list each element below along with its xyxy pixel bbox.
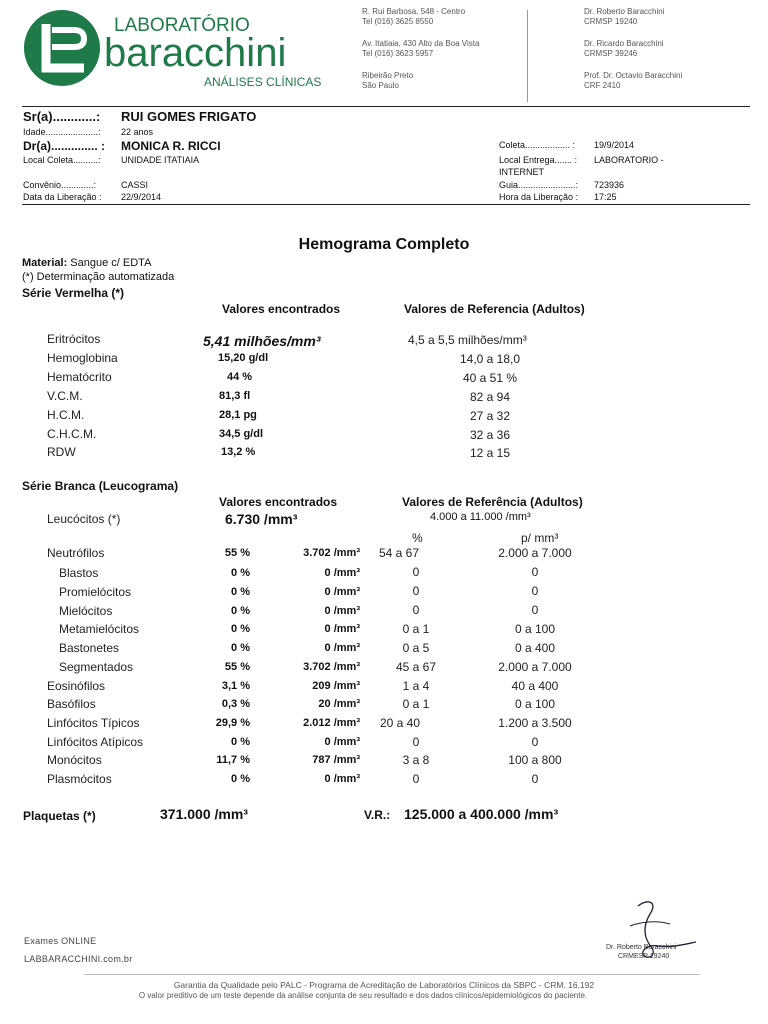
collection-site-value: UNIDADE ITATIAIA: [121, 155, 200, 165]
patient-name: RUI GOMES FRIGATO: [121, 109, 257, 124]
leukocytes-label: Leucócitos (*): [47, 512, 121, 526]
platelets-reference-value: 125.000 a 400.000 /mm³: [404, 806, 559, 822]
guide-label: Guia.......................:: [499, 180, 579, 190]
row-absolute: 3.702 /mm³: [303, 661, 360, 673]
row-reference: 32 a 36: [469, 428, 511, 442]
row-absolute: 0 /mm³: [324, 773, 360, 785]
row-label: Mielócitos: [59, 604, 113, 618]
row-label: Plasmócitos: [47, 772, 112, 786]
row-label: C.H.C.M.: [47, 427, 97, 441]
row-absolute: 0 /mm³: [324, 605, 360, 617]
doctor-registration: CRMSP 39246: [584, 49, 638, 58]
row-reference: 12 a 15: [469, 446, 511, 460]
row-reference-percent: 0: [412, 565, 420, 579]
row-label: Blastos: [59, 566, 99, 580]
address-line: Av. Itatiaia, 430 Alto da Boa Vista: [362, 39, 480, 48]
delivery-value: LABORATORIO -: [594, 155, 664, 165]
row-absolute: 0 /mm³: [324, 567, 360, 579]
insurance-value: CASSI: [121, 180, 149, 190]
leukocytes-reference: 4.000 a 11.000 /mm³: [430, 511, 531, 523]
row-percent: 3,1 %: [221, 680, 250, 692]
row-reference-absolute: 100 a 800: [508, 753, 562, 767]
material-label: Material:: [22, 257, 68, 269]
row-percent: 0 %: [231, 773, 250, 785]
exam-title: Hemograma Completo: [298, 236, 470, 253]
row-reference-absolute: 0: [531, 565, 539, 579]
row-reference-percent: 54 a 67: [378, 546, 420, 560]
row-percent: 0,3 %: [221, 698, 250, 710]
row-value: 13,2 %: [221, 446, 256, 458]
svg-text:LABORATÓRIO: LABORATÓRIO: [114, 15, 250, 36]
predictive-value-note: O valor preditivo de um teste depende da análise conjunta de seu resultado e dos dados clínicos/epidemiológicos do paciente.: [138, 991, 588, 1000]
row-value: 81,3 fl: [219, 390, 251, 402]
row-value: 15,20 g/dl: [218, 352, 269, 364]
row-reference-percent: 0: [412, 584, 420, 598]
row-label: Basófilos: [47, 697, 96, 711]
address-phone: Tel (016) 3625 8550: [362, 17, 434, 26]
row-percent: 0 %: [231, 567, 250, 579]
laboratorio-logo: [22, 6, 322, 92]
row-reference-absolute: 0: [531, 603, 539, 617]
guide-value: 723936: [594, 180, 625, 190]
row-reference-absolute: 2.000 a 7.000: [498, 660, 572, 674]
material-value: Sangue c/ EDTA: [67, 257, 152, 269]
address-line: R. Rui Barbosa, 548 - Centro: [362, 7, 466, 16]
release-time-value: 17:25: [594, 192, 617, 202]
row-reference: 40 a 51 %: [462, 371, 518, 385]
row-reference-absolute: 0 a 400: [514, 641, 556, 655]
collection-date-label: Coleta.................. :: [499, 140, 576, 150]
svg-text:ANÁLISES CLÍNICAS: ANÁLISES CLÍNICAS: [204, 75, 322, 89]
signer-name: Dr. Roberto Baracchini: [606, 944, 677, 951]
row-reference-absolute: 0 a 100: [514, 622, 556, 636]
row-label: Monócitos: [47, 753, 102, 767]
row-label: Linfócitos Típicos: [47, 716, 140, 730]
row-percent: 0 %: [231, 605, 250, 617]
doctor-name: Dr. Ricardo Baracchini: [584, 39, 664, 48]
row-absolute: 209 /mm³: [312, 680, 360, 692]
row-reference: 27 a 32: [469, 409, 511, 423]
leukocytes-value: 6.730 /mm³: [225, 511, 298, 527]
row-absolute: 3.702 /mm³: [303, 547, 360, 559]
doctor-name: Prof. Dr. Octavio Baracchini: [584, 71, 683, 80]
svg-text:baracchini: baracchini: [104, 31, 287, 75]
patient-label: Sr(a)............:: [23, 109, 101, 124]
release-date-value: 22/9/2014: [121, 192, 162, 202]
row-reference-absolute: 1.200 a 3.500: [498, 716, 572, 730]
row-reference-percent: 20 a 40: [379, 716, 421, 730]
row-absolute: 0 /mm³: [324, 586, 360, 598]
row-reference-percent: 0: [412, 603, 420, 617]
row-percent: 0 %: [231, 642, 250, 654]
platelets-reference-label: V.R.:: [364, 808, 391, 822]
row-label: Eosinófilos: [47, 679, 106, 693]
row-reference-percent: 3 a 8: [402, 753, 430, 767]
row-value: 5,41 milhões/mm³: [203, 333, 321, 349]
row-reference-absolute: 0 a 100: [514, 697, 556, 711]
collection-site-label: Local Coleta..........:: [23, 155, 101, 165]
row-percent: 55 %: [224, 661, 250, 673]
found-values-header: Valores encontrados: [222, 302, 341, 316]
row-reference-percent: 0 a 1: [402, 622, 430, 636]
row-absolute: 20 /mm³: [318, 698, 360, 710]
website-link[interactable]: LABBARACCHINI.com.br: [24, 954, 133, 964]
row-percent: 55 %: [224, 547, 250, 559]
row-label: Neutrófilos: [47, 546, 105, 560]
red-series-title: Série Vermelha (*): [22, 286, 125, 300]
percent-header: %: [412, 531, 423, 545]
row-label: Hematócrito: [47, 370, 112, 384]
row-percent: 11,7 %: [216, 754, 250, 766]
row-reference-percent: 0: [412, 735, 420, 749]
doctor-name: Dr. Roberto Baracchini: [584, 7, 665, 16]
collection-date-value: 19/9/2014: [594, 140, 635, 150]
row-reference-absolute: 0: [531, 735, 539, 749]
address-phone: Tel (016) 3623 5957: [362, 49, 434, 58]
delivery-value-cont: INTERNET: [499, 167, 544, 177]
header-divider: [527, 10, 528, 102]
row-absolute: 0 /mm³: [324, 642, 360, 654]
found-values-header: Valores encontrados: [219, 495, 338, 509]
online-results: Exames ONLINE: [24, 936, 97, 946]
insurance-label: Convênio.............:: [23, 180, 97, 190]
row-reference-absolute: 0: [531, 772, 539, 786]
row-absolute: 787 /mm³: [312, 754, 360, 766]
release-date-label: Data da Liberação :: [23, 192, 102, 202]
patient-bottom-rule: [22, 204, 750, 205]
row-reference: 14,0 a 18,0: [459, 352, 521, 366]
footer-rule: [84, 974, 700, 975]
row-percent: 29,9 %: [215, 717, 250, 729]
quality-statement: Garantia da Qualidade pelo PALC - Programa de Acreditação de Laboratórios Clínicos da SBPC - CRM. 16.192: [173, 980, 595, 990]
age-value: 22 anos: [121, 127, 154, 137]
age-label: Idade.....................:: [23, 127, 101, 137]
requesting-doctor: MONICA R. RICCI: [121, 139, 221, 153]
absolute-header: p/ mm³: [521, 531, 559, 545]
row-reference-absolute: 2.000 a 7.000: [498, 546, 572, 560]
doctor-label: Dr(a).............. :: [23, 139, 106, 153]
address-city: Ribeirão Preto: [362, 71, 414, 80]
patient-top-rule: [22, 106, 750, 107]
row-percent: 0 %: [231, 586, 250, 598]
row-label: Metamielócitos: [59, 622, 140, 636]
row-label: RDW: [47, 445, 76, 459]
platelets-value: 371.000 /mm³: [160, 806, 248, 822]
row-percent: 0 %: [231, 736, 250, 748]
row-label: Promielócitos: [59, 585, 132, 599]
row-reference-percent: 0: [412, 772, 420, 786]
platelets-label: Plaquetas (*): [23, 809, 96, 823]
material-line: [22, 257, 151, 269]
address-state: São Paulo: [362, 81, 399, 90]
row-label: Segmentados: [59, 660, 134, 674]
white-series-title: Série Branca (Leucograma): [22, 479, 179, 493]
doctor-registration: CRF 2410: [584, 81, 621, 90]
row-value: 44 %: [227, 371, 253, 383]
row-label: Bastonetes: [59, 641, 120, 655]
automation-note: (*) Determinação automatizada: [22, 271, 175, 283]
row-absolute: 2.012 /mm³: [303, 717, 360, 729]
row-reference: 4,5 a 5,5 milhões/mm³: [408, 333, 527, 347]
doctor-registration: CRMSP 19240: [584, 17, 638, 26]
row-reference: 82 a 94: [469, 390, 511, 404]
row-label: V.C.M.: [47, 389, 83, 403]
signer-registration: CRMESP 19240: [618, 953, 670, 960]
row-label: Eritrócitos: [47, 332, 101, 346]
reference-values-header: Valores de Referência (Adultos): [402, 495, 583, 509]
row-reference-percent: 0 a 5: [402, 641, 430, 655]
row-reference-absolute: 40 a 400: [511, 679, 559, 693]
row-reference-percent: 45 a 67: [395, 660, 437, 674]
row-absolute: 0 /mm³: [324, 623, 360, 635]
row-reference-absolute: 0: [531, 584, 539, 598]
row-label: H.C.M.: [47, 408, 85, 422]
release-time-label: Hora da Liberação :: [499, 192, 579, 202]
row-value: 28,1 pg: [219, 409, 257, 421]
reference-values-header: Valores de Referencia (Adultos): [404, 302, 585, 316]
row-label: Hemoglobina: [47, 351, 118, 365]
row-percent: 0 %: [231, 623, 250, 635]
delivery-label: Local Entrega....... :: [499, 155, 578, 165]
row-reference-percent: 0 a 1: [402, 697, 430, 711]
row-value: 34,5 g/dl: [219, 428, 264, 440]
row-label: Linfócitos Atípicos: [47, 735, 144, 749]
row-absolute: 0 /mm³: [324, 736, 360, 748]
row-reference-percent: 1 a 4: [402, 679, 430, 693]
